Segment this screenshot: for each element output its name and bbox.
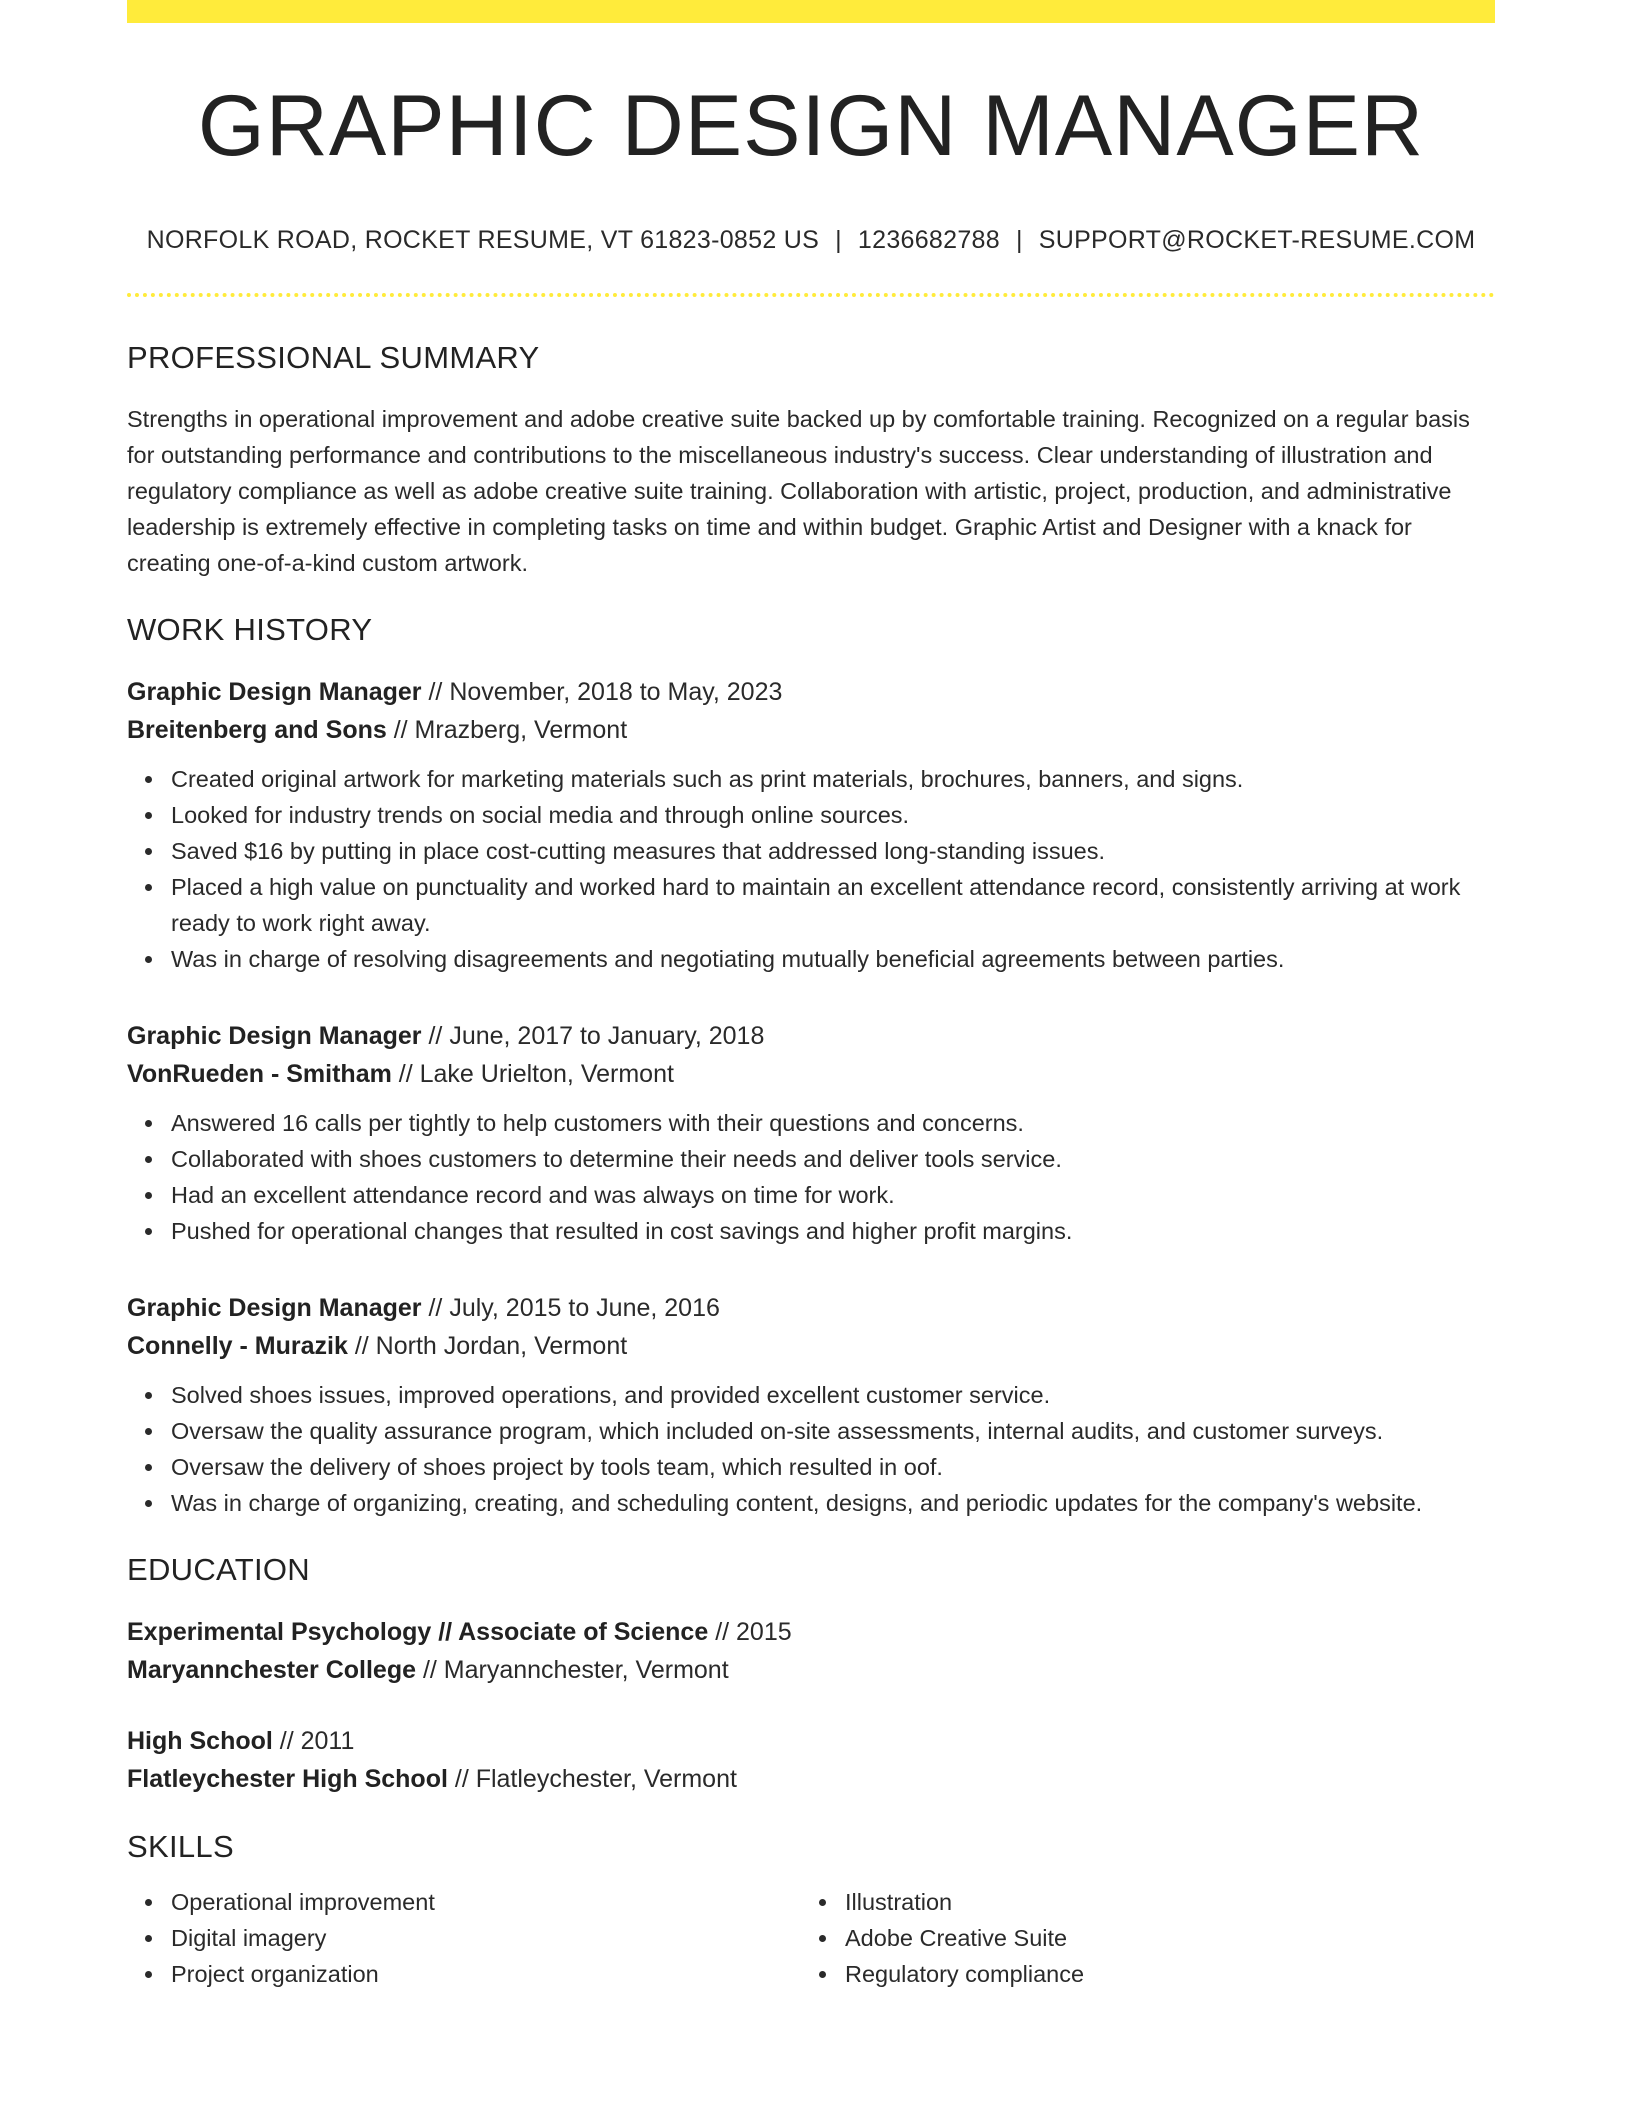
job-location: // North Jordan, Vermont (347, 1332, 628, 1361)
list-item: Digital imagery (171, 1920, 801, 1956)
education-degree: Experimental Psychology // Associate of Science (127, 1618, 709, 1647)
section-title-skills: SKILLS (127, 1829, 234, 1865)
job-bullets (127, 761, 1495, 977)
candidate-name: GRAPHIC DESIGN MANAGER (197, 78, 1425, 174)
list-item: Placed a high value on punctuality and worked hard to maintain an excellent attendance record, consistently arriving at work ready to work right away. (171, 869, 1495, 941)
list-item: Looked for industry trends on social media and through online sources. (171, 797, 1495, 833)
list-item: Created original artwork for marketing materials such as print materials, brochures, banners, and signs. (171, 761, 1495, 797)
education-school-line (127, 1651, 1495, 1689)
education-entry (127, 1722, 1495, 1798)
education-degree-line (127, 1722, 1495, 1760)
job-company-line (127, 711, 1495, 749)
job-company: VonRueden - Smitham (127, 1060, 392, 1089)
contact-line (127, 225, 1495, 255)
contact-separator: | (1015, 226, 1023, 254)
job-company: Connelly - Murazik (127, 1332, 348, 1361)
job-location: // Lake Urielton, Vermont (391, 1060, 674, 1089)
accent-top-bar (127, 0, 1495, 23)
job-dates: // November, 2018 to May, 2023 (421, 678, 783, 707)
list-item: Had an excellent attendance record and was always on time for work. (171, 1177, 1495, 1213)
education-location: // Maryannchester, Vermont (416, 1656, 729, 1685)
list-item: Project organization (171, 1956, 801, 1992)
list-item: Oversaw the quality assurance program, which included on-site assessments, internal audits, and customer surveys. (171, 1413, 1495, 1449)
list-item: Regulatory compliance (845, 1956, 1495, 1992)
education-degree-line (127, 1613, 1495, 1651)
job-company-line (127, 1055, 1495, 1093)
education-location: // Flatleychester, Vermont (447, 1765, 737, 1794)
contact-email: SUPPORT@ROCKET-RESUME.COM (1038, 226, 1476, 254)
list-item: Was in charge of resolving disagreements and negotiating mutually beneficial agreements between parties. (171, 941, 1495, 977)
contact-phone: 1236682788 (857, 226, 1000, 254)
job-role: Graphic Design Manager (127, 1294, 422, 1323)
job-location: // Mrazberg, Vermont (386, 716, 628, 745)
skills-column-right (801, 1884, 1495, 1992)
dotted-divider (127, 293, 1495, 297)
job-title-line (127, 1289, 1495, 1327)
section-title-education: EDUCATION (127, 1552, 310, 1588)
summary-text: Strengths in operational improvement and adobe creative suite backed up by comfortable training. Recognized on a regular basis for outstanding performance and contributions to the miscellaneous industry's success. Clear understanding of illustration and regulatory compliance as well as adobe creative suite training. Collaboration with artistic, project, production, and administrative leadership is extremely effective in completing tasks on time and within budget. Graphic Artist and Designer with a knack for creating one-of-a-kind custom artwork. (127, 406, 1470, 577)
job-entry (127, 1017, 1495, 1249)
list-item: Operational improvement (171, 1884, 801, 1920)
job-title-line (127, 673, 1495, 711)
job-entry (127, 673, 1495, 977)
section-title-work-history: WORK HISTORY (127, 612, 373, 648)
education-school: Flatleychester High School (127, 1765, 448, 1794)
education-degree: High School (127, 1727, 273, 1756)
skills-column-left (127, 1884, 801, 1992)
job-role: Graphic Design Manager (127, 678, 422, 707)
job-role: Graphic Design Manager (127, 1022, 422, 1051)
contact-separator: | (835, 226, 842, 254)
job-title-line (127, 1017, 1495, 1055)
list-item: Was in charge of organizing, creating, and scheduling content, designs, and periodic updates for the company's website. (171, 1485, 1495, 1521)
section-title-summary: PROFESSIONAL SUMMARY (127, 340, 540, 375)
list-item: Solved shoes issues, improved operations, and provided excellent customer service. (171, 1377, 1495, 1413)
list-item: Oversaw the delivery of shoes project by tools team, which resulted in oof. (171, 1449, 1495, 1485)
education-school-line (127, 1760, 1495, 1798)
job-entry (127, 1289, 1495, 1521)
job-company-line (127, 1327, 1495, 1365)
resume-page (127, 0, 1495, 1992)
skills-list (127, 1884, 1495, 1992)
job-dates: // June, 2017 to January, 2018 (421, 1022, 765, 1051)
education-school: Maryannchester College (127, 1656, 416, 1685)
job-bullets (127, 1105, 1495, 1249)
list-item: Pushed for operational changes that resulted in cost savings and higher profit margins. (171, 1213, 1495, 1249)
education-entry (127, 1613, 1495, 1689)
list-item: Answered 16 calls per tightly to help customers with their questions and concerns. (171, 1105, 1495, 1141)
job-dates: // July, 2015 to June, 2016 (421, 1294, 720, 1323)
job-bullets (127, 1377, 1495, 1521)
job-company: Breitenberg and Sons (127, 716, 387, 745)
list-item: Collaborated with shoes customers to determine their needs and deliver tools service. (171, 1141, 1495, 1177)
education-year: // 2015 (708, 1618, 792, 1647)
list-item: Illustration (845, 1884, 1495, 1920)
list-item: Adobe Creative Suite (845, 1920, 1495, 1956)
list-item: Saved $16 by putting in place cost-cutting measures that addressed long-standing issues. (171, 833, 1495, 869)
education-year: // 2011 (272, 1727, 355, 1756)
contact-address: NORFOLK ROAD, ROCKET RESUME, VT 61823-0852 US (146, 226, 820, 254)
